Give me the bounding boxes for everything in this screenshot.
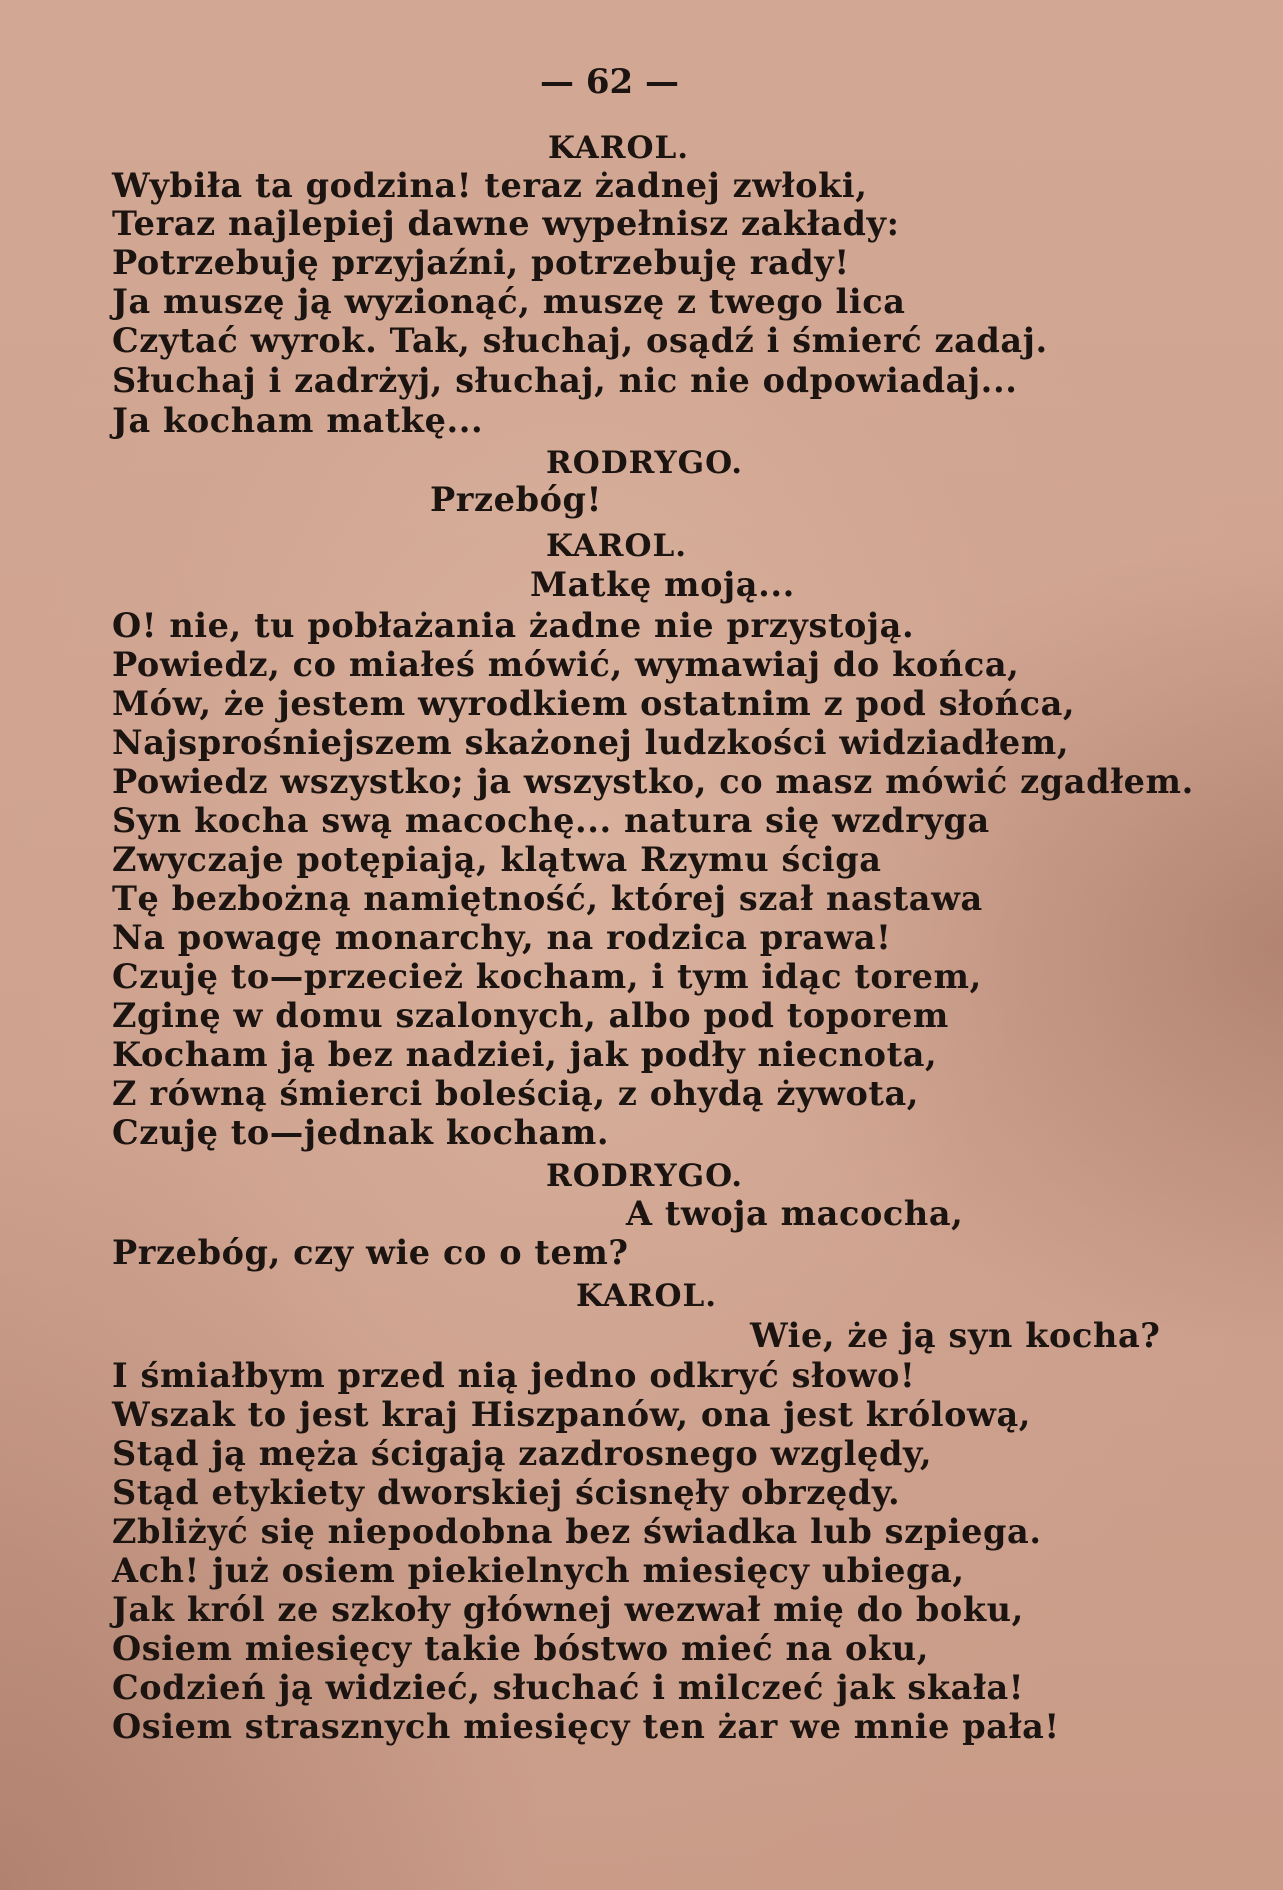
verse-line: Wszak to jest kraj Hiszpanów, ona jest królową, [112, 1395, 1032, 1434]
verse-line: Mów, że jestem wyrodkiem ostatnim z pod słońca, [112, 684, 1076, 723]
verse-line: Stąd ją męża ścigają zazdrosnego względy, [112, 1434, 933, 1473]
verse-line: Ja muszę ją wyzionąć, muszę z twego lica [112, 282, 906, 321]
verse-line: Zginę w domu szalonych, albo pod toporem [112, 996, 949, 1035]
verse-line: Stąd etykiety dworskiej ścisnęły obrzędy. [112, 1473, 901, 1512]
verse-line: Przebóg, czy wie co o tem? [112, 1233, 629, 1272]
verse-line: A twoja macocha, [626, 1194, 964, 1233]
speaker-karol: KAROL. [548, 130, 690, 166]
verse-line: Na powagę monarchy, na rodzica prawa! [112, 918, 892, 957]
verse-line: I śmiałbym przed nią jedno odkryć słowo! [112, 1356, 916, 1395]
verse-line: Czytać wyrok. Tak, słuchaj, osądź i śmierć zadaj. [112, 321, 1048, 360]
verse-line: Wie, że ją syn kocha? [750, 1316, 1161, 1355]
verse-line: Osiem miesięcy takie bóstwo mieć na oku, [112, 1629, 929, 1668]
verse-line: Ja kocham matkę... [112, 401, 484, 440]
verse-line: Czuję to—przecież kocham, i tym idąc torem, [112, 957, 982, 996]
speaker-karol: KAROL. [576, 1278, 718, 1314]
verse-line: Zbliżyć się niepodobna bez świadka lub szpiega. [112, 1512, 1042, 1551]
page-number: — 62 — [540, 62, 679, 102]
verse-line: Najsprośniejszem skażonej ludzkości widziadłem, [112, 723, 1070, 762]
verse-line: Jak król ze szkoły głównej wezwał mię do boku, [112, 1590, 1024, 1629]
verse-line: Czuję to—jednak kocham. [112, 1113, 610, 1152]
verse-line: Kocham ją bez nadziei, jak podły niecnota, [112, 1035, 938, 1074]
verse-line: Powiedz, co miałeś mówić, wymawiaj do końca, [112, 645, 1020, 684]
verse-line: Matkę moją... [530, 565, 795, 604]
speaker-rodrygo: RODRYGO. [546, 1158, 744, 1194]
verse-line: Osiem strasznych miesięcy ten żar we mnie pała! [112, 1707, 1060, 1746]
verse-line: Tę bezbożną namiętność, której szał nastawa [112, 879, 983, 918]
verse-line: O! nie, tu pobłażania żadne nie przystoją. [112, 606, 915, 645]
speaker-rodrygo: RODRYGO. [546, 445, 744, 481]
verse-line: Wybiła ta godzina! teraz żadnej zwłoki, [112, 166, 868, 205]
verse-line: Słuchaj i zadrżyj, słuchaj, nic nie odpowiadaj... [112, 361, 1018, 400]
verse-line: Ach! już osiem piekielnych miesięcy ubiega, [112, 1551, 965, 1590]
speaker-karol: KAROL. [546, 528, 688, 564]
verse-line: Przebóg! [430, 480, 602, 519]
verse-line: Teraz najlepiej dawne wypełnisz zakłady: [112, 204, 900, 243]
verse-line: Potrzebuję przyjaźni, potrzebuję rady! [112, 243, 850, 282]
verse-line: Z równą śmierci boleścią, z ohydą żywota, [112, 1074, 920, 1113]
verse-line: Codzień ją widzieć, słuchać i milczeć jak skała! [112, 1668, 1025, 1707]
verse-line: Syn kocha swą macochę... natura się wzdryga [112, 801, 990, 840]
verse-line: Zwyczaje potępiają, klątwa Rzymu ściga [112, 840, 882, 879]
verse-line: Powiedz wszystko; ja wszystko, co masz mówić zgadłem. [112, 762, 1194, 801]
